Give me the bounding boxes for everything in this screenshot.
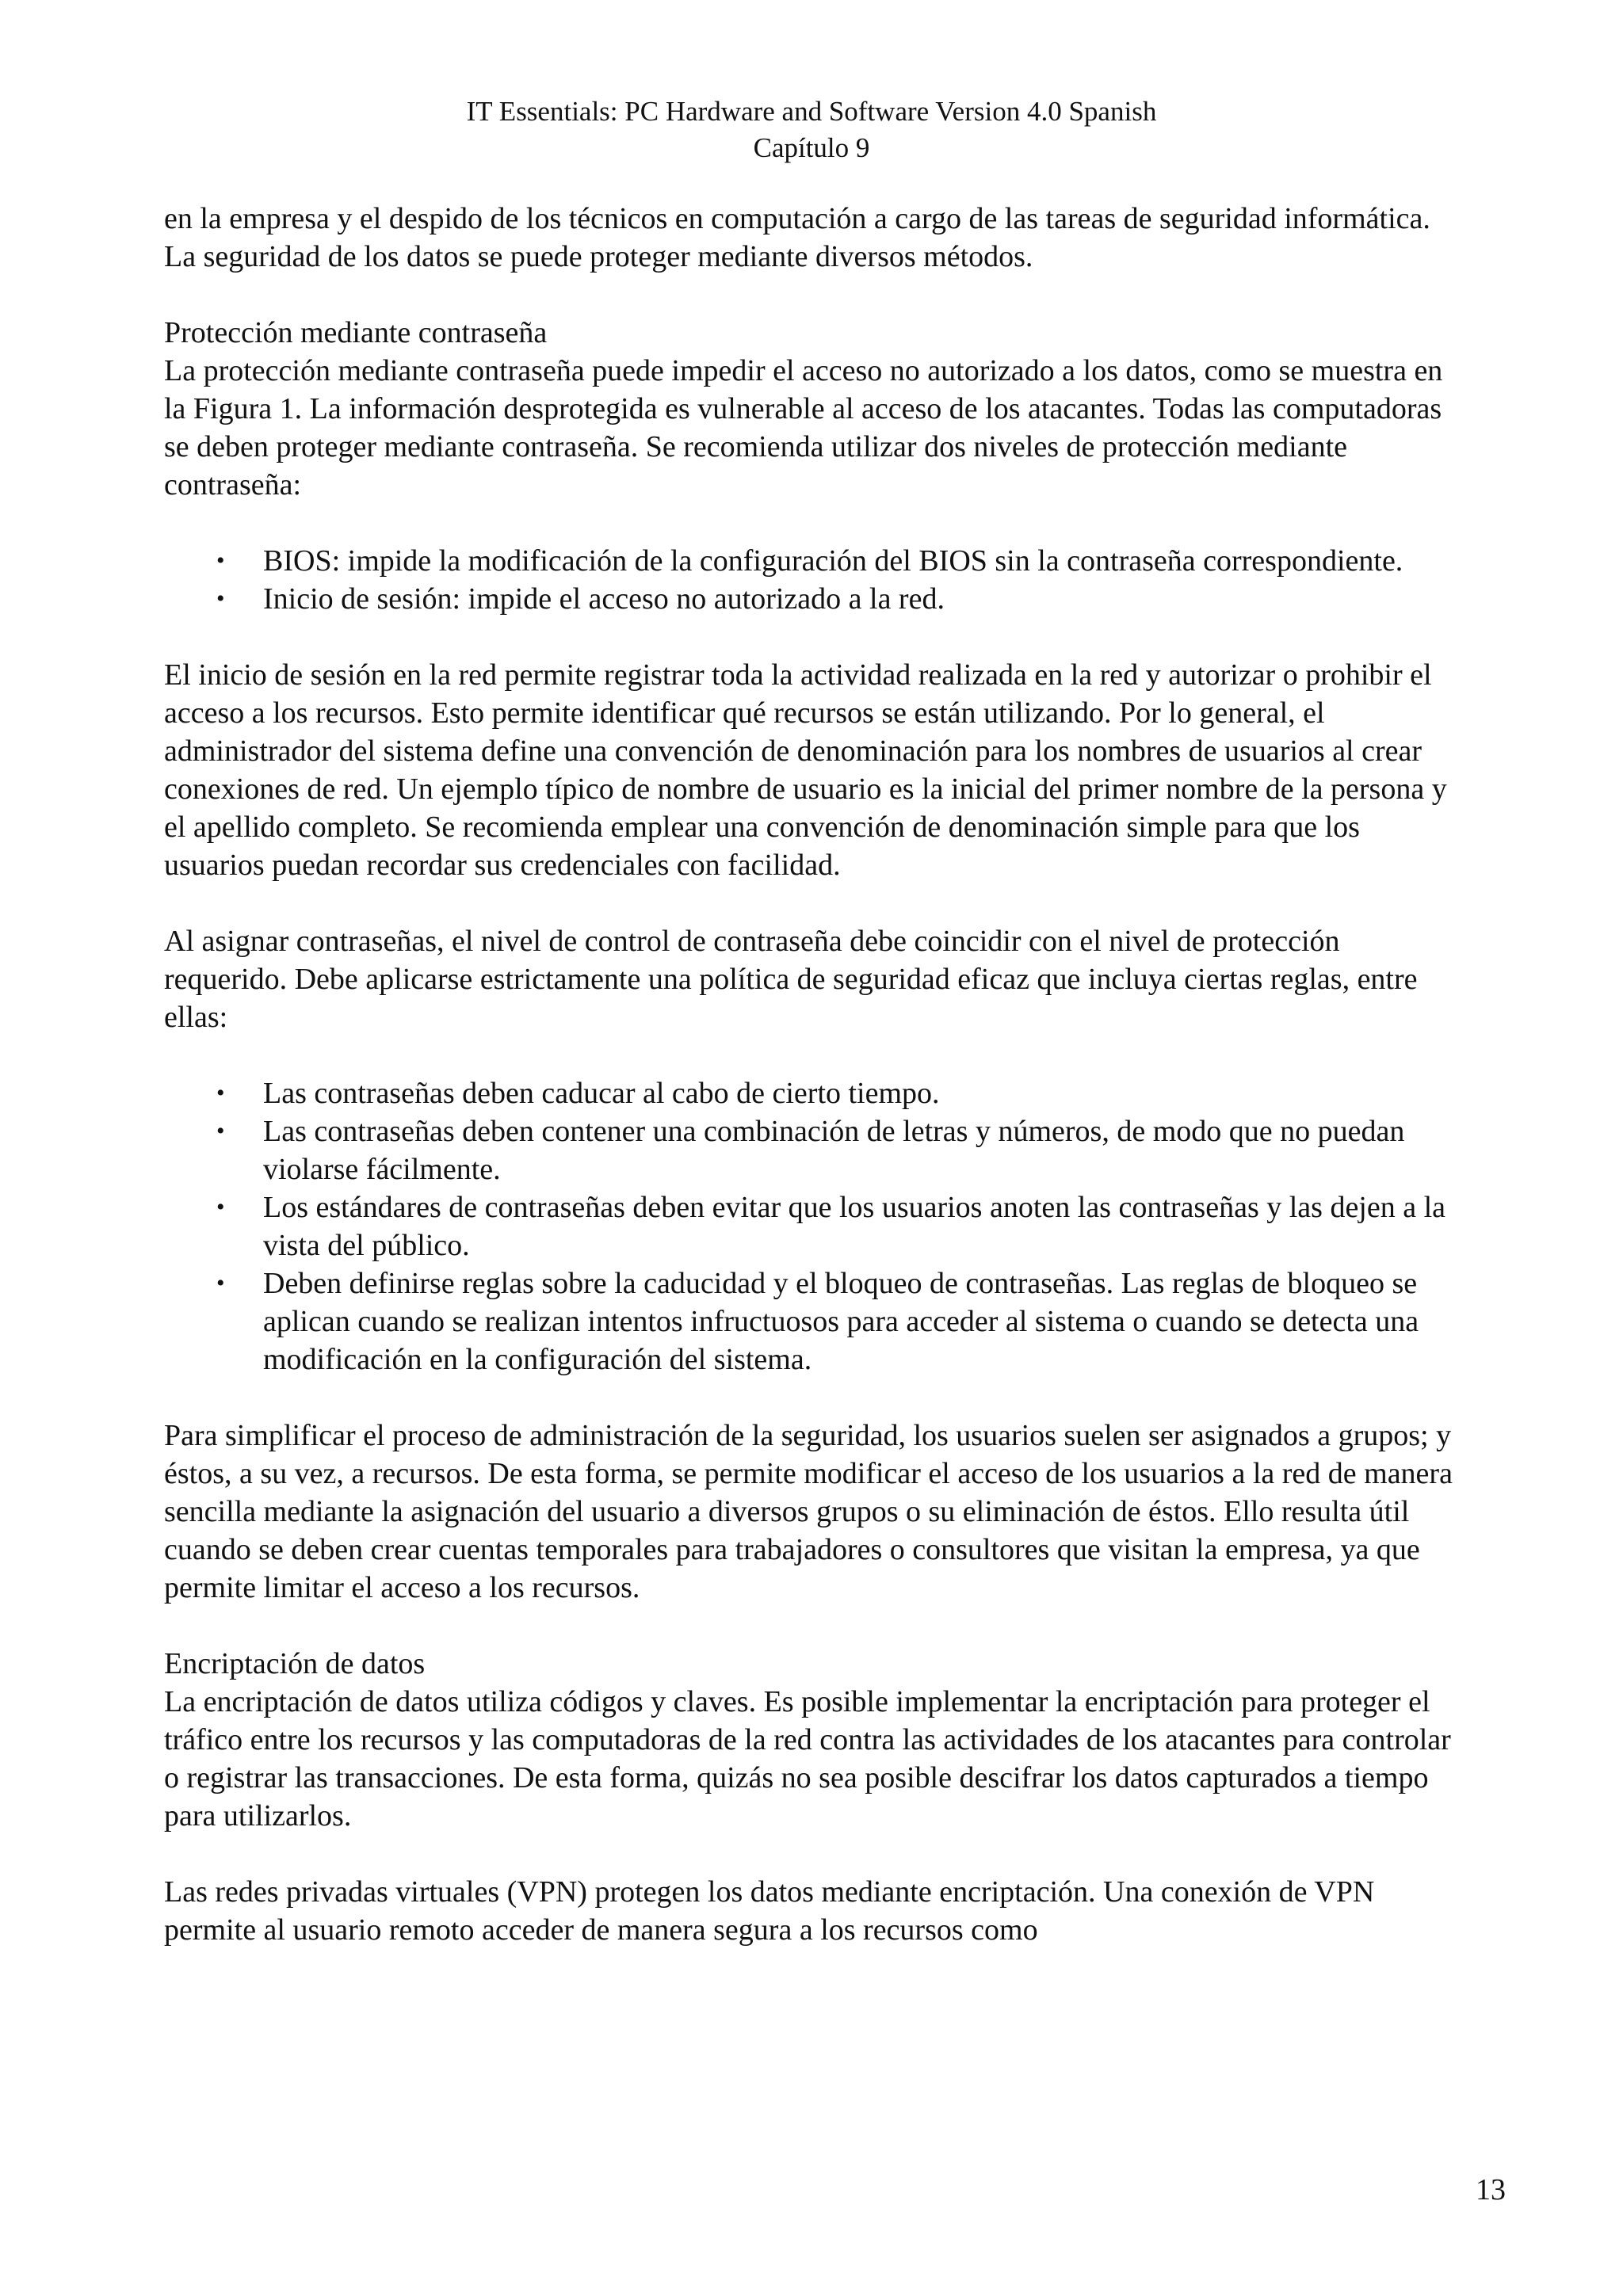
section-data-encryption bbox=[164, 1645, 1464, 1835]
paragraph-password-intro: La protección mediante contraseña puede impedir el acceso no autorizado a los datos, como se muestra en la Figura 1. La información desprotegida es vulnerable al acceso de los atacantes. Todas las computadoras se deben proteger mediante contraseña. Se recomienda utilizar dos niveles de protección mediante contraseña: bbox=[164, 354, 1443, 502]
page-number: 13 bbox=[1476, 2173, 1506, 2206]
paragraph-network-login: El inicio de sesión en la red permite registrar toda la actividad realizada en la red y autorizar o prohibir el acceso a los recursos. Esto permite identificar qué recursos se están utilizando. Por lo general, el administrador del sistema define una convención de denominación para los nombres de usuarios al crear conexiones de red. Un ejemplo típico de nombre de usuario es la inicial del primer nombre de la persona y el apellido completo. Se recomienda emplear una convención de denominación simple para que los usuarios puedan recordar sus credenciales con facilidad. bbox=[164, 658, 1447, 882]
header-title: IT Essentials: PC Hardware and Software Version 4.0 Spanish bbox=[466, 96, 1157, 127]
list-item: • BIOS: impide la modificación de la configuración del BIOS sin la contraseña correspondiente. bbox=[164, 542, 1464, 580]
list-item: • Las contraseñas deben caducar al cabo de cierto tiempo. bbox=[164, 1074, 1464, 1112]
bullet-icon: • bbox=[216, 1118, 225, 1144]
paragraph-intro: en la empresa y el despido de los técnicos en computación a cargo de las tareas de seguridad informática. La seguridad de los datos se puede proteger mediante diversos métodos. bbox=[164, 202, 1430, 273]
list-policy-rules bbox=[164, 1074, 1464, 1379]
bullet-icon: • bbox=[216, 1080, 225, 1106]
paragraph-encryption: La encriptación de datos utiliza códigos y claves. Es posible implementar la encriptación para proteger el tráfico entre los recursos y las computadoras de la red contra las actividades de los atacantes para controlar o registrar las transacciones. De esta forma, quizás no sea posible descifrar los datos capturados a tiempo para utilizarlos. bbox=[164, 1685, 1451, 1833]
list-password-levels bbox=[164, 542, 1464, 618]
bullet-icon: • bbox=[216, 585, 225, 612]
document-body bbox=[164, 200, 1464, 1987]
list-item: • Los estándares de contraseñas deben evitar que los usuarios anoten las contraseñas y las dejen a la vista del público. bbox=[164, 1188, 1464, 1264]
section-heading-password: Protección mediante contraseña bbox=[164, 316, 548, 349]
section-heading-encryption: Encriptación de datos bbox=[164, 1647, 426, 1680]
list-item: • Inicio de sesión: impide el acceso no autorizado a la red. bbox=[164, 580, 1464, 618]
list-item: • Las contraseñas deben contener una combinación de letras y números, de modo que no puedan violarse fácilmente. bbox=[164, 1112, 1464, 1188]
paragraph-vpn: Las redes privadas virtuales (VPN) protegen los datos mediante encriptación. Una conexión de VPN permite al usuario remoto acceder de manera segura a los recursos como bbox=[164, 1875, 1375, 1947]
page-header bbox=[0, 93, 1623, 166]
list-item: • Deben definirse reglas sobre la caducidad y el bloqueo de contraseñas. Las reglas de bloqueo se aplican cuando se realizan intentos infructuosos para acceder al sistema o cuando se detecta una modificación en la configuración del sistema. bbox=[164, 1264, 1464, 1379]
paragraph-groups: Para simplificar el proceso de administración de la seguridad, los usuarios suelen ser asignados a grupos; y éstos, a su vez, a recursos. De esta forma, se permite modificar el acceso de los usuarios a la red de manera sencilla mediante la asignación del usuario a diversos grupos o su eliminación de éstos. Ello resulta útil cuando se deben crear cuentas temporales para trabajadores o consultores que visitan la empresa, ya que permite limitar el acceso a los recursos. bbox=[164, 1419, 1453, 1604]
header-chapter: Capítulo 9 bbox=[753, 132, 870, 163]
bullet-icon: • bbox=[216, 547, 225, 574]
bullet-icon: • bbox=[216, 1194, 225, 1220]
bullet-icon: • bbox=[216, 1270, 225, 1296]
section-password-protection bbox=[164, 314, 1464, 504]
paragraph-password-policy: Al asignar contraseñas, el nivel de control de contraseña debe coincidir con el nivel de protección requerido. Debe aplicarse estrictamente una política de seguridad eficaz que incluya ciertas reglas, entre ellas: bbox=[164, 925, 1418, 1034]
